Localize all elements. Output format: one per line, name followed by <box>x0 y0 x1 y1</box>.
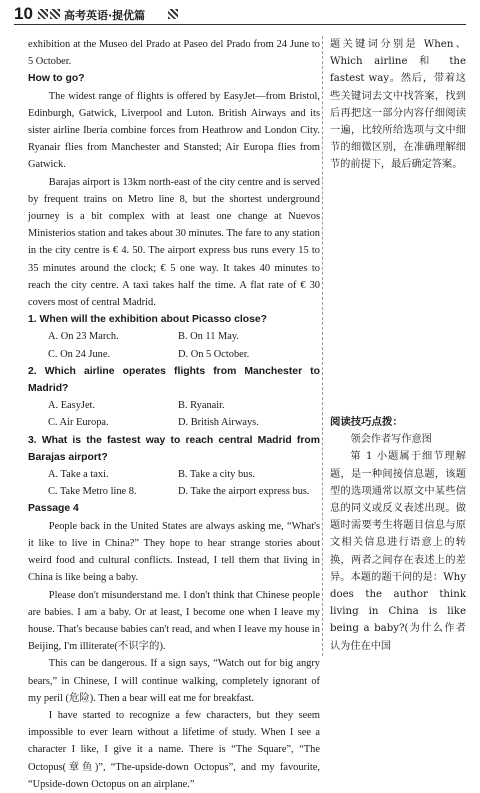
header-title: 高考英语·提优篇 <box>64 9 146 22</box>
header-rule <box>14 24 466 25</box>
paragraph: I have started to recognize a few characters, but they seem impossible to ever learn without a lifetime of study. When I see a character I like, I give it a name. There is “The Square”, “The Octopus(章鱼)”, “The-upside-down Octopus”, and my favourite, “Upside-down Octopus on an airplane.” <box>28 709 320 790</box>
option[interactable]: A. On 23 March. <box>48 331 119 343</box>
page-header <box>14 4 466 26</box>
option[interactable]: A. Take a taxi. <box>48 469 109 481</box>
options <box>48 397 320 431</box>
paragraph: People back in the United States are always asking me, “What's it like to live in China?” They hope to hear strange stories about weird food and cultural conflicts. Instead, I tell them that living in China is like being a baby. <box>28 520 320 584</box>
main-column <box>28 36 320 793</box>
paragraph: The widest range of flights is offered by EasyJet—from Bristol, Edinburgh, Gatwick, Liverpool and Luton. British Airways and its sister airline Iberia combine forces from Heathrow and London City. Ryanair flies from Manchester and Stansted; Air Europa flies from Gatwick. <box>28 90 320 171</box>
passage-title: Passage 4 <box>28 503 79 515</box>
section-heading: How to go? <box>28 73 85 85</box>
paragraph: exhibition at the Museo del Prado at Paseo del Prado from 24 June to 5 October. <box>28 39 320 68</box>
option[interactable]: B. Take a city bus. <box>178 469 255 481</box>
reading-tips-box <box>330 414 466 655</box>
header-decoration-icon <box>168 9 178 19</box>
option[interactable]: B. Ryanair. <box>178 400 225 412</box>
option[interactable]: B. On 11 May. <box>178 331 239 343</box>
question: 2. Which airline operates flights from Manchester to Madrid? <box>28 365 320 395</box>
option[interactable]: D. On 5 October. <box>178 348 250 360</box>
header-decoration-icon <box>38 9 48 19</box>
option[interactable]: A. EasyJet. <box>48 400 96 412</box>
side-note-text: 题关键词分别是 When、Which airline 和 the fastest way。然后，带着这些关键词去文中找答案，找到后再把这一部分内容仔细阅读一遍，比较所给选项与文中细节的细微区别，在准确理解细节的前提下，最后确定答案。 <box>330 39 466 171</box>
tips-subheading: 领会作者写作意图 <box>350 434 432 446</box>
option[interactable]: C. Take Metro line 8. <box>48 486 137 498</box>
options <box>48 466 320 500</box>
option[interactable]: D. Take the airport express bus. <box>178 486 310 498</box>
header-decoration-icon <box>50 9 60 19</box>
page-number: 10 <box>14 4 33 23</box>
question: 3. What is the fastest way to reach central Madrid from Barajas airport? <box>28 434 320 463</box>
paragraph: This can be dangerous. If a sign says, “Watch out for big angry bears,” in Chinese, I will continue walking, completely ignorant of my peril (危险). Then a bear will eat me for breakfast. <box>28 658 320 704</box>
question: 1. When will the exhibition about Picasso close? <box>28 314 268 326</box>
option[interactable]: C. On 24 June. <box>48 348 111 360</box>
options <box>48 328 320 362</box>
tips-body: 第 1 小题属于细节理解题，是一种间接信息题，该题型的选项通常以原文中某些信息的同义或反义表述出现。做题时需要考生将题目信息与原文相关信息进行语意上的转换，两者之间存在表述上的差异。本题的题干问的是：Why does the author think living in China is like being a baby?(为什么作者认为住在中国 <box>330 451 466 652</box>
option[interactable]: D. British Airways. <box>178 417 259 429</box>
paragraph: Barajas airport is 13km north-east of the city centre and is served by frequent trains on Metro line 8, but the shortest underground journey is a bit complex with at least one change at Nuevos Ministerios station and takes about 30 minutes. The fare to any station in the city centre is € 4. 50. The airport express bus runs every 15 to 35 minutes around the clock; € 5 one way. It takes 40 minutes to reach the city centre. A taxi takes half the time. A flat rate of € 30 covers most of central Madrid. <box>28 176 320 309</box>
paragraph: Please don't misunderstand me. I don't think that Chinese people are babies. I am a baby. Or at least, I become one when I leave my house. That's because babies can't read, and when I leave my house in Beijing, I'm illiterate(不识字的). <box>28 589 320 653</box>
option[interactable]: C. Air Europa. <box>48 417 109 429</box>
tips-heading: 阅读技巧点拨： <box>330 416 403 428</box>
side-note-top <box>330 36 466 174</box>
